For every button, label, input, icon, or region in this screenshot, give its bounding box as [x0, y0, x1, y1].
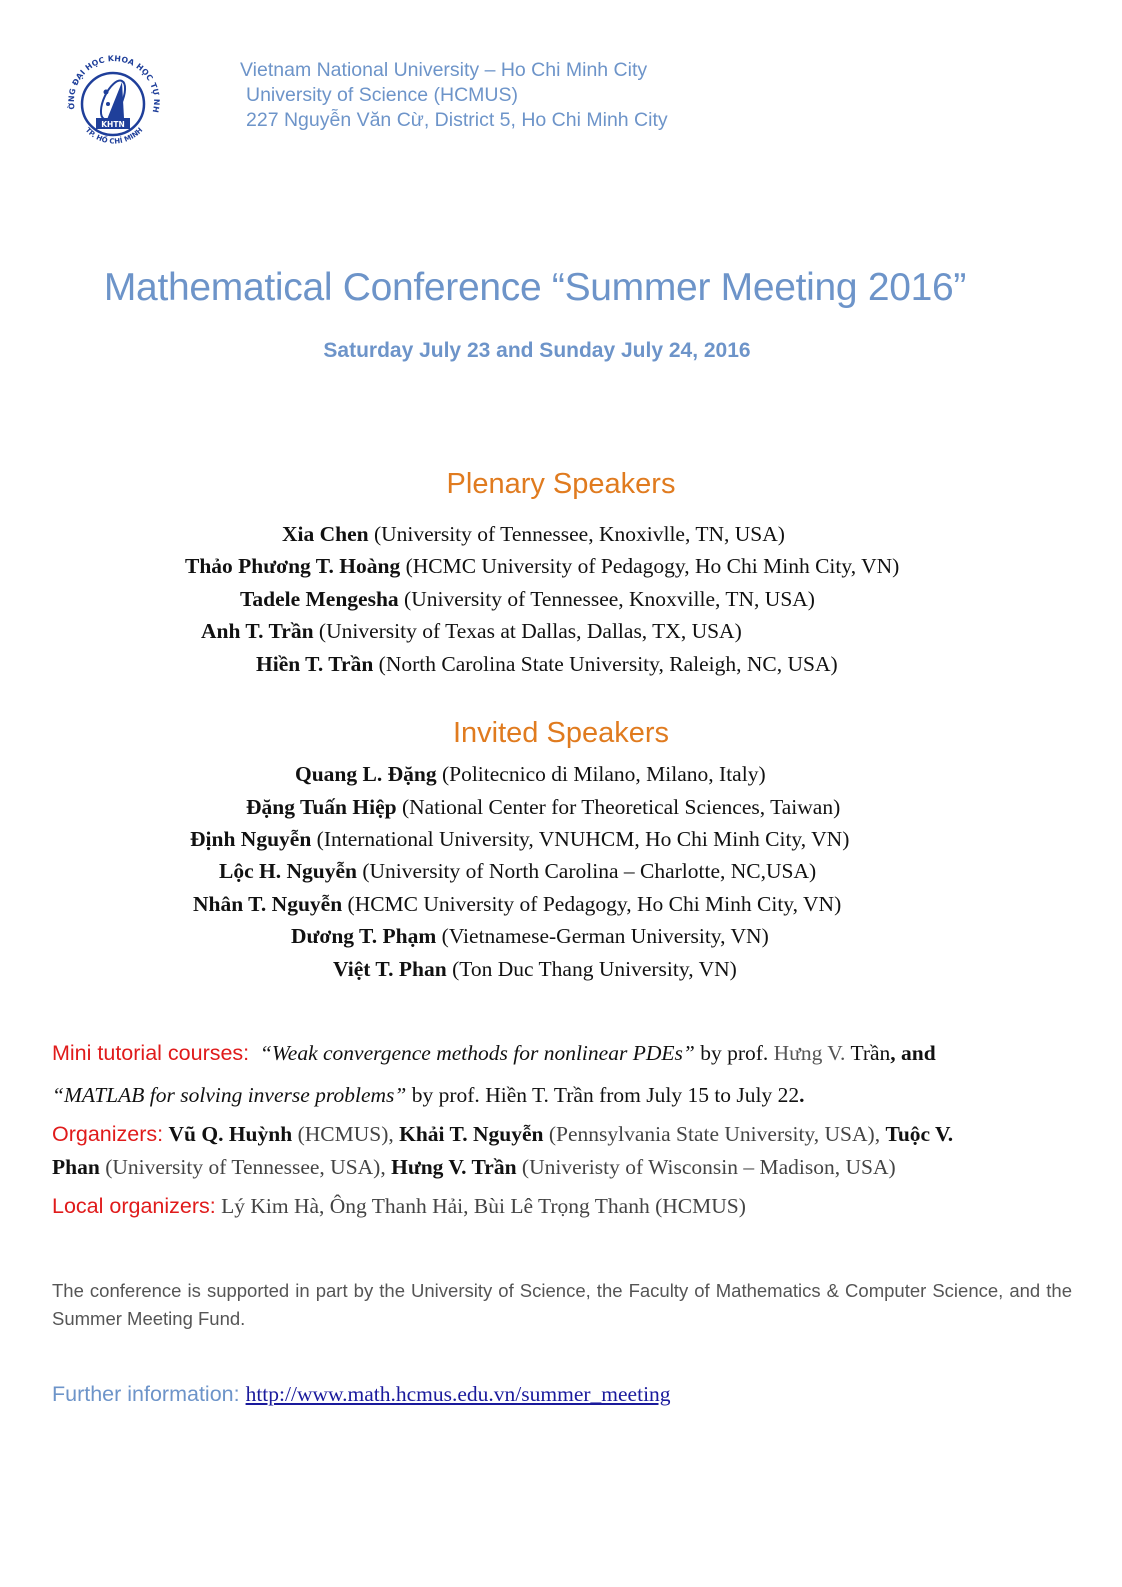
organizer-name: Khải T. Nguyễn — [399, 1122, 544, 1146]
course-title: “Weak convergence methods for nonlinear PDEs” — [259, 1041, 695, 1065]
speaker-name: Quang L. Đặng — [295, 762, 437, 786]
speaker-name: Việt T. Phan — [333, 957, 447, 981]
speaker-affiliation: (University of Tennessee, Knoxivlle, TN, USA) — [373, 522, 785, 546]
organizer-affiliation: (Pennsylvania State University, USA), — [543, 1122, 886, 1146]
organizer-affiliation: (HCMUS), — [292, 1122, 400, 1146]
local-organizers-names: Lý Kim Hà, Ông Thanh Hải, Bùi Lê Trọng Thanh (HCMUS) — [215, 1194, 746, 1218]
speaker-name: Anh T. Trần — [201, 619, 314, 643]
invited-speaker — [333, 957, 737, 982]
invited-speaker — [190, 827, 849, 852]
further-information — [52, 1382, 671, 1407]
conference-title-text: Mathematical Conference “Summer Meeting 2016” — [103, 266, 967, 309]
speaker-name: Dương T. Phạm — [291, 924, 437, 948]
plenary-speaker — [256, 652, 838, 677]
speaker-affiliation: (Politecnico di Milano, Milano, Italy) — [441, 762, 766, 786]
and-text: , and — [890, 1041, 936, 1065]
speaker-name: Thảo Phương T. Hoàng — [185, 554, 401, 578]
speaker-affiliation: (Ton Duc Thang University, VN) — [452, 957, 737, 981]
course-dates: from July 15 to July 22 — [593, 1083, 800, 1107]
header-university-system: Vietnam National University – Ho Chi Minh City — [240, 59, 648, 81]
organizer-affiliation: (Univeristy of Wisconsin – Madison, USA) — [516, 1155, 896, 1179]
university-logo — [52, 52, 174, 148]
conference-date-text: Saturday July 23 and Sunday July 24, 2016 — [323, 339, 751, 362]
speaker-affiliation: (Vietnamese-German University, VN) — [441, 924, 769, 948]
speaker-name: Nhân T. Nguyễn — [193, 892, 343, 916]
logo-ring-text-top: ỜNG ĐẠI HỌC KHOA HỌC TỰ NH — [66, 53, 162, 114]
speaker-name: Đặng Tuấn Hiệp — [246, 795, 397, 819]
mini-tutorial-label: Mini tutorial courses: — [52, 1041, 250, 1065]
by-text: by prof. — [694, 1041, 774, 1065]
local-organizers-section — [52, 1194, 1072, 1219]
speaker-name: Định Nguyễn — [190, 827, 312, 851]
support-statement: The conference is supported in part by the University of Science, the Faculty of Mathematics & Computer Science, and the Summer Meeting Fund. — [52, 1280, 1072, 1329]
invited-heading: Invited Speakers — [452, 717, 669, 749]
invited-speaker — [219, 859, 816, 884]
course-title: “MATLAB for solving inverse problems” — [52, 1083, 407, 1107]
plenary-speaker — [240, 587, 815, 612]
header-university-name: University of Science (HCMUS) — [246, 84, 518, 106]
further-information-link[interactable]: http://www.math.hcmus.edu.vn/summer_meeting — [245, 1382, 671, 1406]
institution-header — [240, 58, 668, 133]
mini-tutorial-section — [52, 1032, 1072, 1116]
organizer-name: Hưng V. Trần — [391, 1155, 517, 1179]
organizer-name: Tuộc V. — [885, 1122, 954, 1146]
speaker-name: Lộc H. Nguyễn — [219, 859, 357, 883]
speaker-affiliation: (HCMC University of Pedagogy, Ho Chi Minh City, VN) — [405, 554, 900, 578]
instructor-name: Trần — [850, 1041, 891, 1065]
speaker-affiliation: (HCMC University of Pedagogy, Ho Chi Minh City, VN) — [347, 892, 842, 916]
invited-speaker — [291, 924, 769, 949]
invited-speaker — [295, 762, 766, 787]
plenary-heading: Plenary Speakers — [446, 468, 676, 500]
plenary-speaker — [282, 522, 785, 547]
further-information-label: Further information: — [52, 1382, 246, 1406]
plenary-speaker — [185, 554, 899, 579]
speaker-affiliation: (International University, VNUHCM, Ho Chi Minh City, VN) — [316, 827, 850, 851]
organizer-name: Phan — [52, 1155, 100, 1179]
conference-title — [0, 266, 1122, 310]
period: . — [799, 1083, 805, 1107]
speaker-name: Tadele Mengesha — [240, 587, 399, 611]
plenary-speaker — [201, 619, 742, 644]
by-text: by prof. — [406, 1083, 486, 1107]
organizers-section — [52, 1118, 1072, 1184]
speaker-affiliation: (National Center for Theoretical Sciences, Taiwan) — [401, 795, 841, 819]
logo-ring-text-bottom: TP. HỒ CHÍ MINH — [83, 126, 145, 146]
speaker-affiliation: (North Carolina State University, Raleigh, NC, USA) — [378, 652, 838, 676]
invited-speaker — [193, 892, 841, 917]
organizers-label: Organizers: — [52, 1122, 164, 1146]
speaker-name: Hiền T. Trần — [256, 652, 374, 676]
header-address: 227 Nguyễn Văn Cừ, District 5, Ho Chi Minh City — [246, 109, 668, 131]
logo-center-text: KHTN — [101, 120, 125, 129]
speaker-name: Xia Chen — [282, 522, 369, 546]
university-seal-icon — [52, 52, 174, 148]
instructor-name: Hiền T. Trần — [485, 1083, 594, 1107]
speaker-affiliation: (University of North Carolina – Charlotte, NC,USA) — [362, 859, 817, 883]
organizer-name: Vũ Q. Huỳnh — [168, 1122, 293, 1146]
instructor-name: Hưng V. — [773, 1041, 851, 1065]
conference-date — [0, 339, 1122, 363]
invited-speaker — [246, 795, 840, 820]
speaker-affiliation: (University of Texas at Dallas, Dallas, TX, USA) — [318, 619, 742, 643]
speaker-affiliation: (University of Tennessee, Knoxville, TN, USA) — [404, 587, 815, 611]
organizer-affiliation: (University of Tennessee, USA), — [99, 1155, 392, 1179]
local-organizers-label: Local organizers: — [52, 1194, 216, 1218]
